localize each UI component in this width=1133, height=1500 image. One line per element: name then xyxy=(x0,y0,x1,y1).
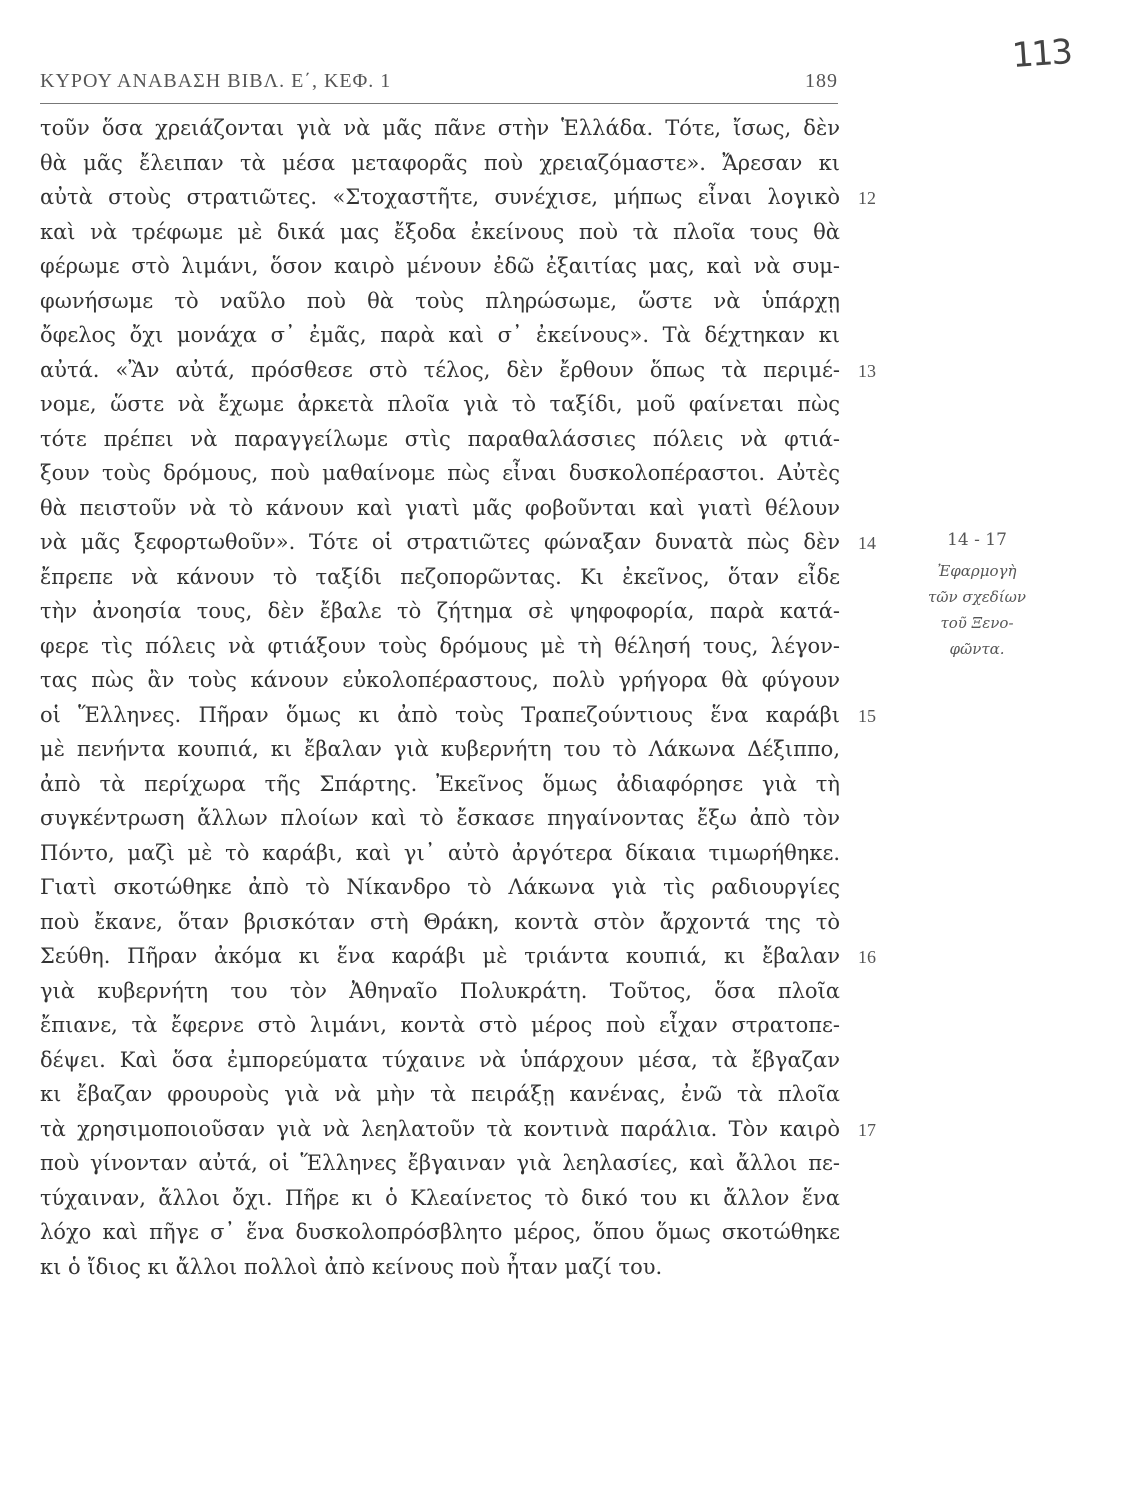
margin-note-line: τῶν σχεδίων xyxy=(927,588,1027,606)
text-line: αὐτά. «Ἂν αὐτά, πρόσθεσε στὸ τέλος, δὲν ἔρθουν ὅπως τὰ περιμέ- xyxy=(40,357,840,382)
text-line: γιὰ κυβερνήτη του τὸν Ἀθηναῖο Πολυκράτη. Τοῦτος, ὅσα πλοῖα xyxy=(40,978,840,1003)
body-text xyxy=(40,111,840,1284)
handwritten-page-number: 113 xyxy=(1010,31,1073,77)
text-line: οἱ Ἕλληνες. Πῆραν ὅμως κι ἀπὸ τοὺς Τραπεζούντιους ἕνα καράβι xyxy=(40,702,840,727)
section-number: 14 xyxy=(858,533,876,553)
text-line: τοῦν ὅσα χρειάζονται γιὰ νὰ μᾶς πᾶνε στὴν Ἑλλάδα. Τότε, ἴσως, δὲν xyxy=(40,116,840,140)
margin-note-line: τοῦ Ξενο- xyxy=(940,614,1014,632)
margin-note-line: φῶντα. xyxy=(949,640,1005,658)
margin-note-line: Ἐφαρμογὴ xyxy=(937,562,1017,580)
text-line: φωνήσωμε τὸ ναῦλο ποὺ θὰ τοὺς πληρώσωμε, ὥστε νὰ ὑπάρχῃ xyxy=(40,288,840,313)
running-header xyxy=(40,70,838,93)
text-line: Σεύθη. Πῆραν ἀκόμα κι ἕνα καράβι μὲ τριάντα κουπιά, κι ἔβαλαν xyxy=(40,944,840,968)
section-number: 13 xyxy=(858,360,876,381)
text-line: ἀπὸ τὰ περίχωρα τῆς Σπάρτης. Ἐκεῖνος ὅμως ἀδιαφόρησε γιὰ τὴ xyxy=(40,771,840,796)
text-line: ἔπρεπε νὰ κάνουν τὸ ταξίδι πεζοπορῶντας. Κι ἐκεῖνος, ὅταν εἶδε xyxy=(40,564,840,589)
text-line: καὶ νὰ τρέφωμε μὲ δικά μας ἔξοδα ἐκείνους ποὺ τὰ πλοῖα τους θὰ xyxy=(40,219,840,244)
section-number: 12 xyxy=(858,188,876,208)
margin-note xyxy=(912,530,1042,662)
text-line: μὲ πενήντα κουπιά, κι ἔβαλαν γιὰ κυβερνήτη του τὸ Λάκωνα Δέξιππο, xyxy=(40,737,840,761)
text-line: ποὺ γίνονταν αὐτά, οἱ Ἕλληνες ἔβγαιναν γιὰ λεηλασίες, καὶ ἄλλοι πε- xyxy=(40,1151,840,1175)
text-line: φερε τὶς πόλεις νὰ φτιάξουν τοὺς δρόμους μὲ τὴ θέλησή τους, λέγον- xyxy=(40,633,840,658)
text-line: δέψει. Καὶ ὅσα ἐμπορεύματα τύχαινε νὰ ὑπάρχουν μέσα, τὰ ἔβγαζαν xyxy=(40,1047,840,1072)
text-line: νομε, ὥστε νὰ ἔχωμε ἀρκετὰ πλοῖα γιὰ τὸ ταξίδι, μοῦ φαίνεται πὼς xyxy=(40,392,840,416)
text-line: ἔπιανε, τὰ ἔφερνε στὸ λιμάνι, κοντὰ στὸ μέρος ποὺ εἶχαν στρατοπε- xyxy=(40,1013,840,1037)
header-rule xyxy=(40,103,838,104)
text-line: ὄφελος ὄχι μονάχα σ᾿ ἐμᾶς, παρὰ καὶ σ᾿ ἐκείνους». Τὰ δέχτηκαν κι xyxy=(40,323,840,347)
text-line: ξουν τοὺς δρόμους, ποὺ μαθαίνομε πὼς εἶναι δυσκολοπέραστοι. Αὐτὲς xyxy=(40,461,840,485)
margin-note-range: 14 - 17 xyxy=(947,530,1007,550)
text-line: θὰ πειστοῦν νὰ τὸ κάνουν καὶ γιατὶ μᾶς φοβοῦνται καὶ γιατὶ θέλουν xyxy=(40,495,840,520)
text-line: νὰ μᾶς ξεφορτωθοῦν». Τότε οἱ στρατιῶτες φώναξαν δυνατὰ πὼς δὲν xyxy=(40,530,840,554)
margin-note-lines xyxy=(912,558,1042,662)
text-line: κι ὁ ἴδιος κι ἄλλοι πολλοὶ ἀπὸ κείνους ποὺ ἦταν μαζί του. xyxy=(40,1254,663,1279)
section-number: 15 xyxy=(858,705,876,726)
text-line: Πόντο, μαζὶ μὲ τὸ καράβι, καὶ γι᾿ αὐτὸ ἀργότερα δίκαια τιμωρήθηκε. xyxy=(40,840,840,865)
text-line: κι ἔβαζαν φρουροὺς γιὰ νὰ μὴν τὰ πειράξῃ κανένας, ἐνῶ τὰ πλοῖα xyxy=(40,1082,840,1106)
text-line: τὰ χρησιμοποιοῦσαν γιὰ νὰ λεηλατοῦν τὰ κοντινὰ παράλια. Τὸν καιρὸ xyxy=(40,1116,840,1141)
text-line: τας πὼς ἂν τοὺς κάνουν εὐκολοπέραστους, πολὺ γρήγορα θὰ φύγουν xyxy=(40,668,840,692)
text-line: λόχο καὶ πῆγε σ᾿ ἕνα δυσκολοπρόσβλητο μέρος, ὅπου ὅμως σκοτώθηκε xyxy=(40,1220,840,1244)
text-line: θὰ μᾶς ἔλειπαν τὰ μέσα μεταφορᾶς ποὺ χρειαζόμαστε». Ἄρεσαν κι xyxy=(40,150,840,175)
running-header-title: ΚΥΡΟΥ ΑΝΑΒΑΣΗ ΒΙΒΛ. Ε΄, ΚΕΦ. 1 xyxy=(40,70,392,92)
text-line: συγκέντρωση ἄλλων πλοίων καὶ τὸ ἔσκασε πηγαίνοντας ἔξω ἀπὸ τὸν xyxy=(40,806,840,830)
text-line: ποὺ ἔκανε, ὅταν βρισκόταν στὴ Θράκη, κοντὰ στὸν ἄρχοντά της τὸ xyxy=(40,909,840,934)
text-line: φέρωμε στὸ λιμάνι, ὅσον καιρὸ μένουν ἐδῶ ἐξαιτίας μας, καὶ νὰ συμ- xyxy=(40,254,840,278)
section-number: 17 xyxy=(858,1119,876,1140)
text-line: Γιατὶ σκοτώθηκε ἀπὸ τὸ Νίκανδρο τὸ Λάκωνα γιὰ τὶς ραδιουργίες xyxy=(40,875,840,899)
text-line: τότε πρέπει νὰ παραγγείλωμε στὶς παραθαλάσσιες πόλεις νὰ φτιά- xyxy=(40,426,840,451)
section-number: 16 xyxy=(858,947,876,967)
text-line: αὐτὰ στοὺς στρατιῶτες. «Στοχαστῆτε, συνέχισε, μήπως εἶναι λογικὸ xyxy=(40,185,840,209)
text-line: τὴν ἀνοησία τους, δὲν ἔβαλε τὸ ζήτημα σὲ ψηφοφορία, παρὰ κατά- xyxy=(40,599,840,623)
text-line: τύχαιναν, ἄλλοι ὄχι. Πῆρε κι ὁ Κλεαίνετος τὸ δικό του κι ἄλλον ἕνα xyxy=(40,1185,840,1210)
page-number: 189 xyxy=(805,70,838,92)
